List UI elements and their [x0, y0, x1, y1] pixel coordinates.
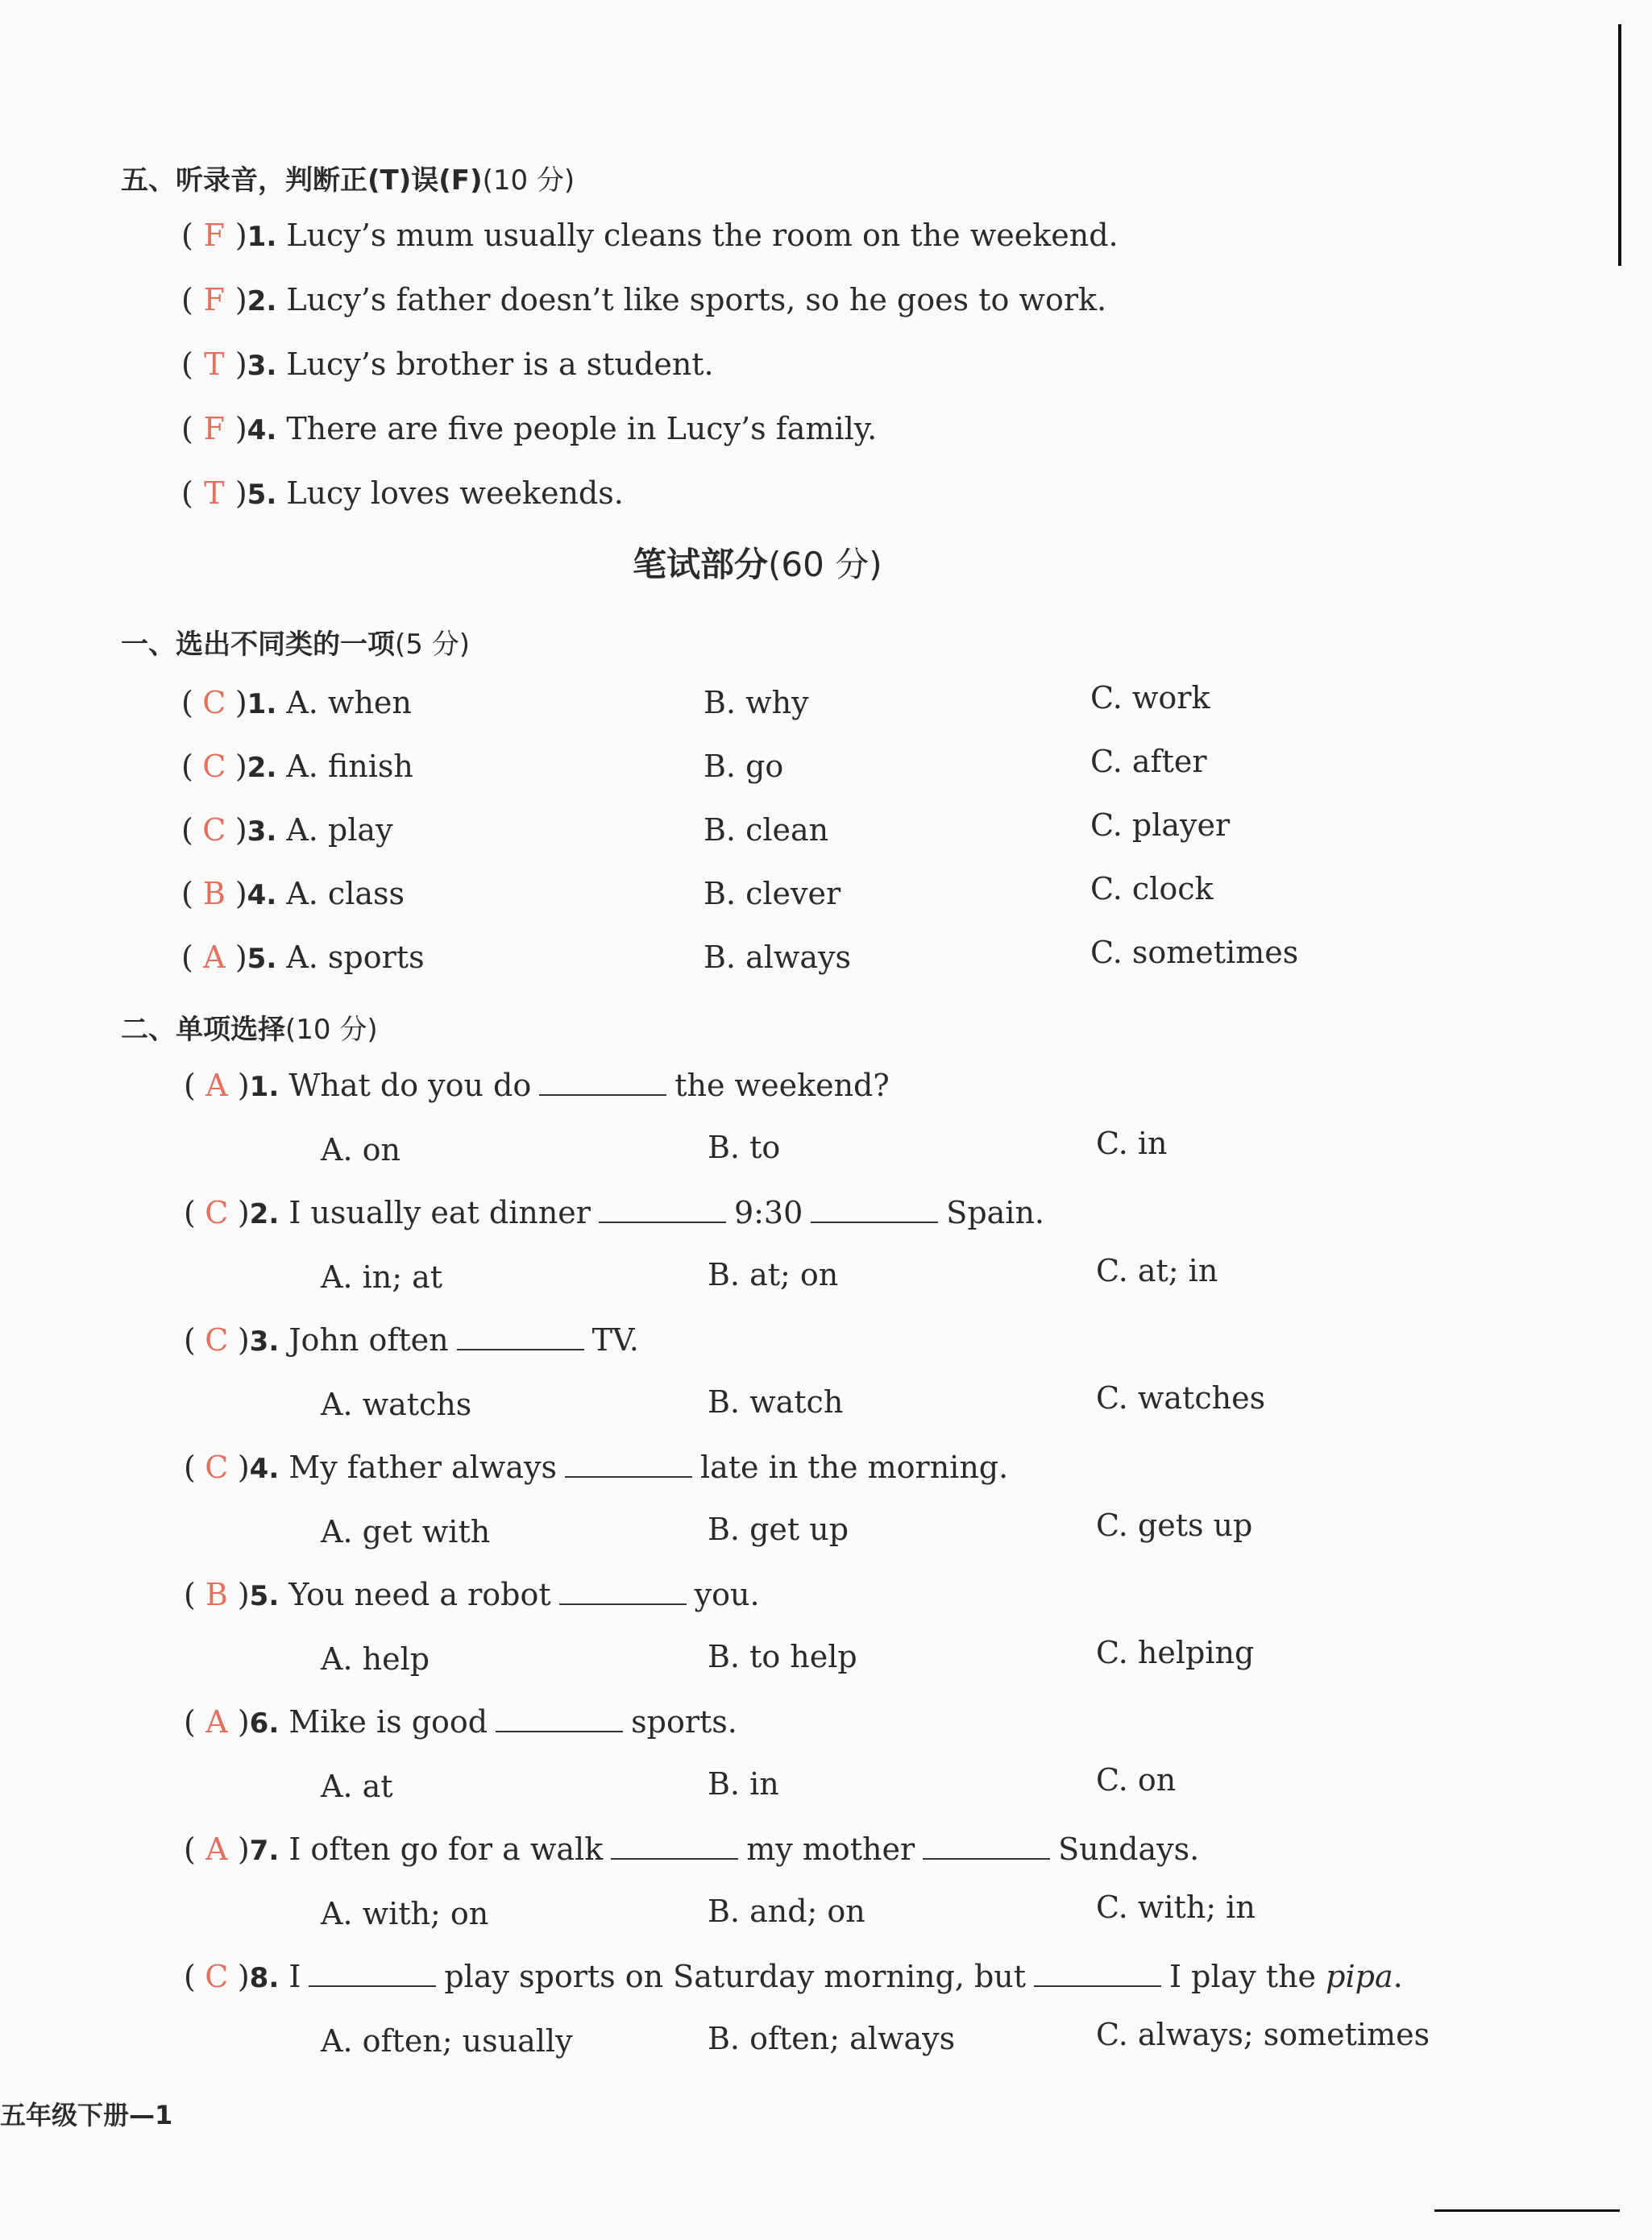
- single-choice-question: [184, 1450, 1008, 1485]
- question-text: .: [1393, 1959, 1403, 1994]
- odd-one-out-question: [181, 685, 412, 720]
- option-a: A. class: [286, 876, 405, 911]
- option-a: A. on: [321, 1132, 401, 1168]
- open-paren: (: [181, 411, 193, 446]
- open-paren: (: [184, 1195, 196, 1230]
- option-b: B. watch: [708, 1384, 844, 1420]
- single-choice-question: [184, 1831, 1199, 1867]
- close-paren: ): [237, 1450, 250, 1485]
- listening-question: [181, 218, 1119, 253]
- option-b: B. to: [708, 1130, 781, 1165]
- page-footer: 五年级下册—1: [0, 2100, 173, 2130]
- question-number: 3.: [249, 1325, 280, 1358]
- answer-blank: [539, 1070, 666, 1096]
- close-paren: ): [235, 812, 247, 848]
- close-paren: ): [235, 749, 247, 784]
- question-number: 5.: [247, 943, 277, 975]
- open-paren: (: [181, 812, 193, 848]
- question-text: Mike is good: [288, 1704, 488, 1740]
- close-paren: ): [235, 685, 247, 720]
- question-text: There are five people in Lucy’s family.: [286, 411, 878, 446]
- option-c: C. watches: [1096, 1380, 1266, 1416]
- answer-blank: [565, 1452, 692, 1478]
- answer-mark: A: [205, 1704, 228, 1740]
- odd-one-out-section-title: 一、选出不同类的一项(5 分): [121, 628, 470, 661]
- odd-one-out-question: [181, 876, 405, 911]
- answer-blank: [496, 1707, 623, 1732]
- option-a: A. finish: [286, 749, 413, 784]
- answer-mark: C: [202, 685, 226, 720]
- single-choice-section-title: 二、单项选择(10 分): [121, 1014, 378, 1046]
- close-paren: ): [237, 1322, 250, 1358]
- question-number: 4.: [247, 414, 277, 446]
- odd-one-out-question: [181, 749, 413, 784]
- option-a: A. help: [321, 1641, 430, 1677]
- written-part-title: 笔试部分(60 分): [633, 545, 882, 584]
- option-c: C. always; sometimes: [1096, 2017, 1430, 2052]
- option-c: C. clock: [1090, 871, 1214, 906]
- option-c: C. sometimes: [1090, 935, 1299, 970]
- bottom-edge-line: [1434, 2209, 1620, 2212]
- answer-mark: A: [205, 1068, 228, 1103]
- question-number: 5.: [249, 1580, 280, 1612]
- question-text: late in the morning.: [699, 1450, 1009, 1485]
- open-paren: (: [184, 1068, 196, 1103]
- question-text-italic: pipa: [1326, 1959, 1393, 1994]
- option-c: C. after: [1090, 744, 1207, 779]
- option-b: B. clever: [704, 876, 841, 911]
- option-c: C. on: [1096, 1762, 1177, 1798]
- question-text: the weekend?: [674, 1068, 890, 1103]
- question-text: my mother: [746, 1831, 915, 1867]
- answer-mark: F: [203, 282, 226, 317]
- odd-one-out-question: [181, 940, 425, 975]
- answer-blank: [599, 1197, 726, 1223]
- close-paren: ): [235, 218, 247, 253]
- question-text: I often go for a walk: [288, 1831, 604, 1867]
- question-number: 3.: [247, 350, 277, 382]
- single-choice-question: [184, 1704, 737, 1740]
- open-paren: (: [184, 1704, 196, 1740]
- listening-question: [181, 346, 714, 382]
- close-paren: ): [237, 1959, 250, 1994]
- answer-mark: B: [205, 1577, 228, 1612]
- option-a: A. at: [321, 1769, 393, 1804]
- answer-mark: C: [205, 1450, 229, 1485]
- option-a: A. sports: [286, 940, 425, 975]
- close-paren: ): [235, 282, 247, 317]
- option-b: B. at; on: [708, 1257, 839, 1292]
- close-paren: ): [237, 1577, 250, 1612]
- question-text: Lucy’s father doesn’t like sports, so he goes to work.: [286, 282, 1107, 317]
- option-b: B. go: [704, 749, 784, 784]
- option-a: A. get with: [321, 1514, 491, 1549]
- close-paren: ): [237, 1704, 250, 1740]
- answer-mark: A: [203, 940, 226, 975]
- answer-mark: A: [205, 1831, 228, 1867]
- answer-blank: [811, 1197, 938, 1223]
- single-choice-question: [184, 1195, 1044, 1230]
- answer-mark: T: [204, 346, 225, 382]
- question-number: 4.: [247, 879, 277, 911]
- open-paren: (: [181, 876, 193, 911]
- option-c: C. at; in: [1096, 1253, 1218, 1288]
- answer-blank: [309, 1961, 436, 1987]
- close-paren: ): [235, 940, 247, 975]
- open-paren: (: [181, 346, 193, 382]
- answer-blank: [611, 1834, 738, 1860]
- question-number: 8.: [249, 1962, 280, 1994]
- open-paren: (: [184, 1831, 196, 1867]
- single-choice-question: [184, 1959, 1403, 1994]
- answer-blank: [923, 1834, 1050, 1860]
- option-c: C. player: [1090, 807, 1231, 843]
- option-b: B. get up: [708, 1512, 849, 1547]
- question-number: 1.: [247, 688, 277, 720]
- answer-mark: F: [203, 411, 226, 446]
- option-a: A. often; usually: [321, 2023, 573, 2059]
- open-paren: (: [181, 282, 193, 317]
- answer-mark: F: [203, 218, 226, 253]
- answer-mark: C: [202, 812, 226, 848]
- answer-blank: [1034, 1961, 1161, 1987]
- option-a: A. play: [286, 812, 393, 848]
- open-paren: (: [181, 685, 193, 720]
- open-paren: (: [181, 749, 193, 784]
- option-b: B. to help: [708, 1639, 857, 1674]
- question-text: sports.: [631, 1704, 737, 1740]
- open-paren: (: [181, 218, 193, 253]
- question-number: 1.: [249, 1071, 280, 1103]
- close-paren: ): [237, 1068, 250, 1103]
- option-b: B. in: [708, 1766, 779, 1802]
- question-number: 1.: [247, 221, 277, 253]
- question-text: I usually eat dinner: [288, 1195, 591, 1230]
- single-choice-question: [184, 1577, 760, 1612]
- option-c: C. in: [1096, 1126, 1168, 1161]
- question-number: 3.: [247, 815, 277, 848]
- question-text: What do you do: [288, 1068, 532, 1103]
- question-text: I: [288, 1959, 301, 1994]
- answer-blank: [457, 1325, 584, 1350]
- question-number: 5.: [247, 479, 277, 511]
- close-paren: ): [235, 346, 247, 382]
- question-number: 7.: [249, 1835, 280, 1867]
- option-c: C. work: [1090, 680, 1210, 716]
- open-paren: (: [181, 475, 193, 511]
- close-paren: ): [235, 475, 247, 511]
- listening-question: [181, 475, 624, 511]
- question-number: 2.: [247, 285, 277, 317]
- question-text: Spain.: [946, 1195, 1045, 1230]
- question-text: I play the: [1169, 1959, 1317, 1994]
- question-text: you.: [694, 1577, 760, 1612]
- question-text: Lucy’s brother is a student.: [286, 346, 714, 382]
- odd-one-out-question: [181, 812, 393, 848]
- question-number: 2.: [249, 1198, 280, 1230]
- question-text: John often: [288, 1322, 449, 1358]
- answer-mark: C: [202, 749, 226, 784]
- close-paren: ): [237, 1831, 250, 1867]
- question-number: 2.: [247, 752, 277, 784]
- question-number: 4.: [249, 1453, 280, 1485]
- option-b: B. clean: [704, 812, 829, 848]
- question-text: You need a robot: [288, 1577, 551, 1612]
- listening-section-title: 五、听录音，判断正(T)误(F)(10 分): [121, 164, 575, 197]
- answer-mark: C: [205, 1195, 229, 1230]
- open-paren: (: [184, 1450, 196, 1485]
- option-a: A. with; on: [321, 1896, 489, 1931]
- binding-edge-line: [1618, 24, 1621, 266]
- question-text: play sports on Saturday morning, but: [444, 1959, 1027, 1994]
- close-paren: ): [237, 1195, 250, 1230]
- answer-blank: [559, 1579, 687, 1605]
- close-paren: ): [235, 876, 247, 911]
- question-text: My father always: [288, 1450, 557, 1485]
- listening-question: [181, 411, 877, 446]
- question-text: Lucy loves weekends.: [286, 475, 624, 511]
- open-paren: (: [184, 1959, 196, 1994]
- open-paren: (: [184, 1322, 196, 1358]
- question-text: Sundays.: [1058, 1831, 1200, 1867]
- option-c: C. with; in: [1096, 1889, 1256, 1925]
- option-c: C. gets up: [1096, 1508, 1253, 1543]
- single-choice-question: [184, 1322, 639, 1358]
- option-b: B. and; on: [708, 1894, 865, 1929]
- open-paren: (: [181, 940, 193, 975]
- option-b: B. always: [704, 940, 852, 975]
- option-a: A. watchs: [321, 1387, 472, 1422]
- option-c: C. helping: [1096, 1635, 1255, 1670]
- question-text: Lucy’s mum usually cleans the room on the weekend.: [286, 218, 1119, 253]
- answer-mark: C: [205, 1959, 229, 1994]
- option-a: A. when: [286, 685, 412, 720]
- question-text: 9:30: [733, 1195, 803, 1230]
- question-number: 6.: [249, 1707, 280, 1740]
- question-text: TV.: [591, 1322, 639, 1358]
- option-b: B. often; always: [708, 2021, 956, 2056]
- option-a: A. in; at: [321, 1259, 443, 1295]
- answer-mark: B: [202, 876, 226, 911]
- listening-question: [181, 282, 1106, 317]
- open-paren: (: [184, 1577, 196, 1612]
- close-paren: ): [235, 411, 247, 446]
- answer-mark: C: [205, 1322, 229, 1358]
- answer-mark: T: [204, 475, 225, 511]
- option-b: B. why: [704, 685, 809, 720]
- single-choice-question: [184, 1068, 890, 1103]
